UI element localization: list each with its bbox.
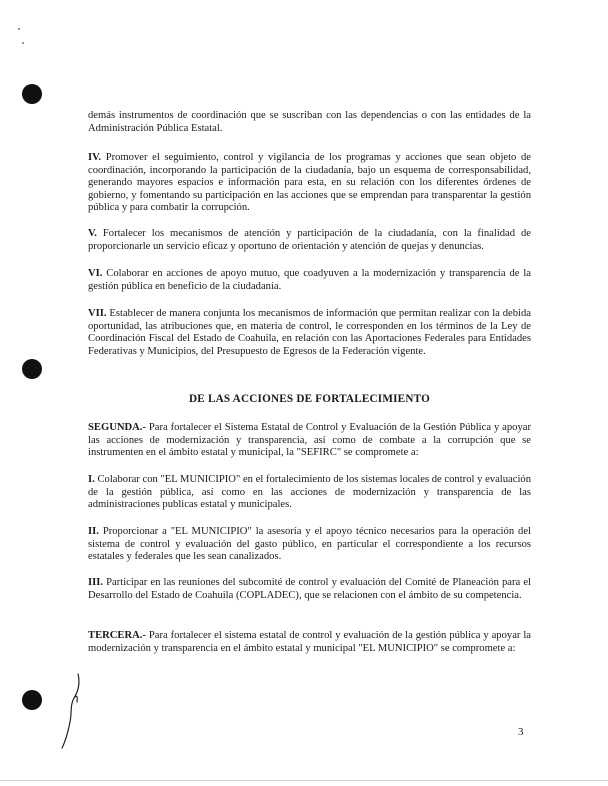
clause-segunda: [88, 422, 531, 460]
clause-number: SEGUNDA.-: [88, 422, 146, 433]
scan-edge-divider: [0, 780, 608, 781]
paragraph-continuation: [88, 110, 531, 135]
clause-text: Colaborar con "EL MUNICIPIO" en el fortalecimiento de los sistemas locales de control y evaluación de la gestión pública, así como en las acciones de modernización y transparencia de las administraciones publicas estatal y municipales.: [88, 474, 531, 511]
paragraph-number: IV.: [88, 152, 102, 163]
clause-number: I.: [88, 474, 95, 485]
clause-item-i: [88, 474, 531, 512]
paragraph-iv: [88, 152, 531, 215]
clause-text: Para fortalecer el sistema estatal de control y evaluación de la gestión pública y apoyar la modernización y transparencia en el ámbito estatal y municipal "EL MUNICIPIO" se compromete a:: [88, 630, 531, 654]
paragraph-number: V.: [88, 228, 97, 239]
paragraph-vii: [88, 308, 531, 358]
clause-number: II.: [88, 526, 99, 537]
clause-number: III.: [88, 577, 104, 588]
clause-text: Proporcionar a "EL MUNICIPIO" la asesoría y el apoyo técnico necesarios para la operación del sistema de control y evaluación del gasto público, en particular el correspondiente a los recursos estatales y federales que les sean canalizados.: [88, 526, 531, 563]
paragraph-vi: [88, 268, 531, 293]
punch-hole-middle: [22, 359, 42, 379]
paragraph-number: VII.: [88, 308, 107, 319]
clause-text: Para fortalecer el Sistema Estatal de Control y Evaluación de la Gestión Pública y apoyar las acciones de modernización y transparencia, así como de combate a la corrupción que se instrumenten en el ámbito estatal y municipal, la "SEFIRC" se compromete a:: [88, 422, 531, 459]
paragraph-v: [88, 228, 531, 253]
paragraph-text: Colaborar en acciones de apoyo mutuo, que coadyuven a la modernización y transparencia de la gestión pública en beneficio de la ciudadanía.: [88, 268, 531, 292]
paragraph-text: Fortalecer los mecanismos de atención y participación de la ciudadanía, con la finalidad de proporcionarle un servicio eficaz y oportuno de orientación y atención de quejas y denuncias.: [88, 228, 531, 252]
punch-hole-top: [22, 84, 42, 104]
section-heading: DE LAS ACCIONES DE FORTALECIMIENTO: [189, 393, 430, 405]
clause-item-ii: [88, 526, 531, 564]
scan-specks: [18, 28, 26, 48]
clause-text: Participar en las reuniones del subcomité de control y evaluación del Comité de Planeación para el Desarrollo del Estado de Coahuila (COPLADEC), que se relacionen con el ámbito de su competencia.: [88, 577, 531, 601]
paragraph-text: Promover el seguimiento, control y vigilancia de los programas y acciones que sean objeto de coordinación, incorporando la participación de la ciudadanía, bajo un esquema de corresponsabilidad, generando mayores espacios e información para esta, en su relación con los diferentes órdenes de gobierno, y fomentando su participación en las acciones que se emprendan para transparentar la gestión pública y para combatir la corrupción.: [88, 152, 531, 214]
clause-number: TERCERA.-: [88, 630, 146, 641]
paragraph-text: demás instrumentos de coordinación que se suscriban con las dependencias o con las entidades de la Administración Pública Estatal.: [88, 110, 531, 134]
signature-mark: [56, 672, 86, 752]
paragraph-number: VI.: [88, 268, 103, 279]
page-number: 3: [518, 726, 524, 738]
clause-item-iii: [88, 577, 531, 602]
punch-hole-bottom: [22, 690, 42, 710]
clause-tercera: [88, 630, 531, 655]
paragraph-text: Establecer de manera conjunta los mecanismos de información que permitan realizar con la debida oportunidad, las atribuciones que, en materia de control, le corresponden en los términos de la Ley de Coordinación Fiscal del Estado de Coahuila, en relación con las Aportaciones Federales para Entidades Federativas y Municipios, del Presupuesto de Egresos de la Federación vigente.: [88, 308, 531, 357]
